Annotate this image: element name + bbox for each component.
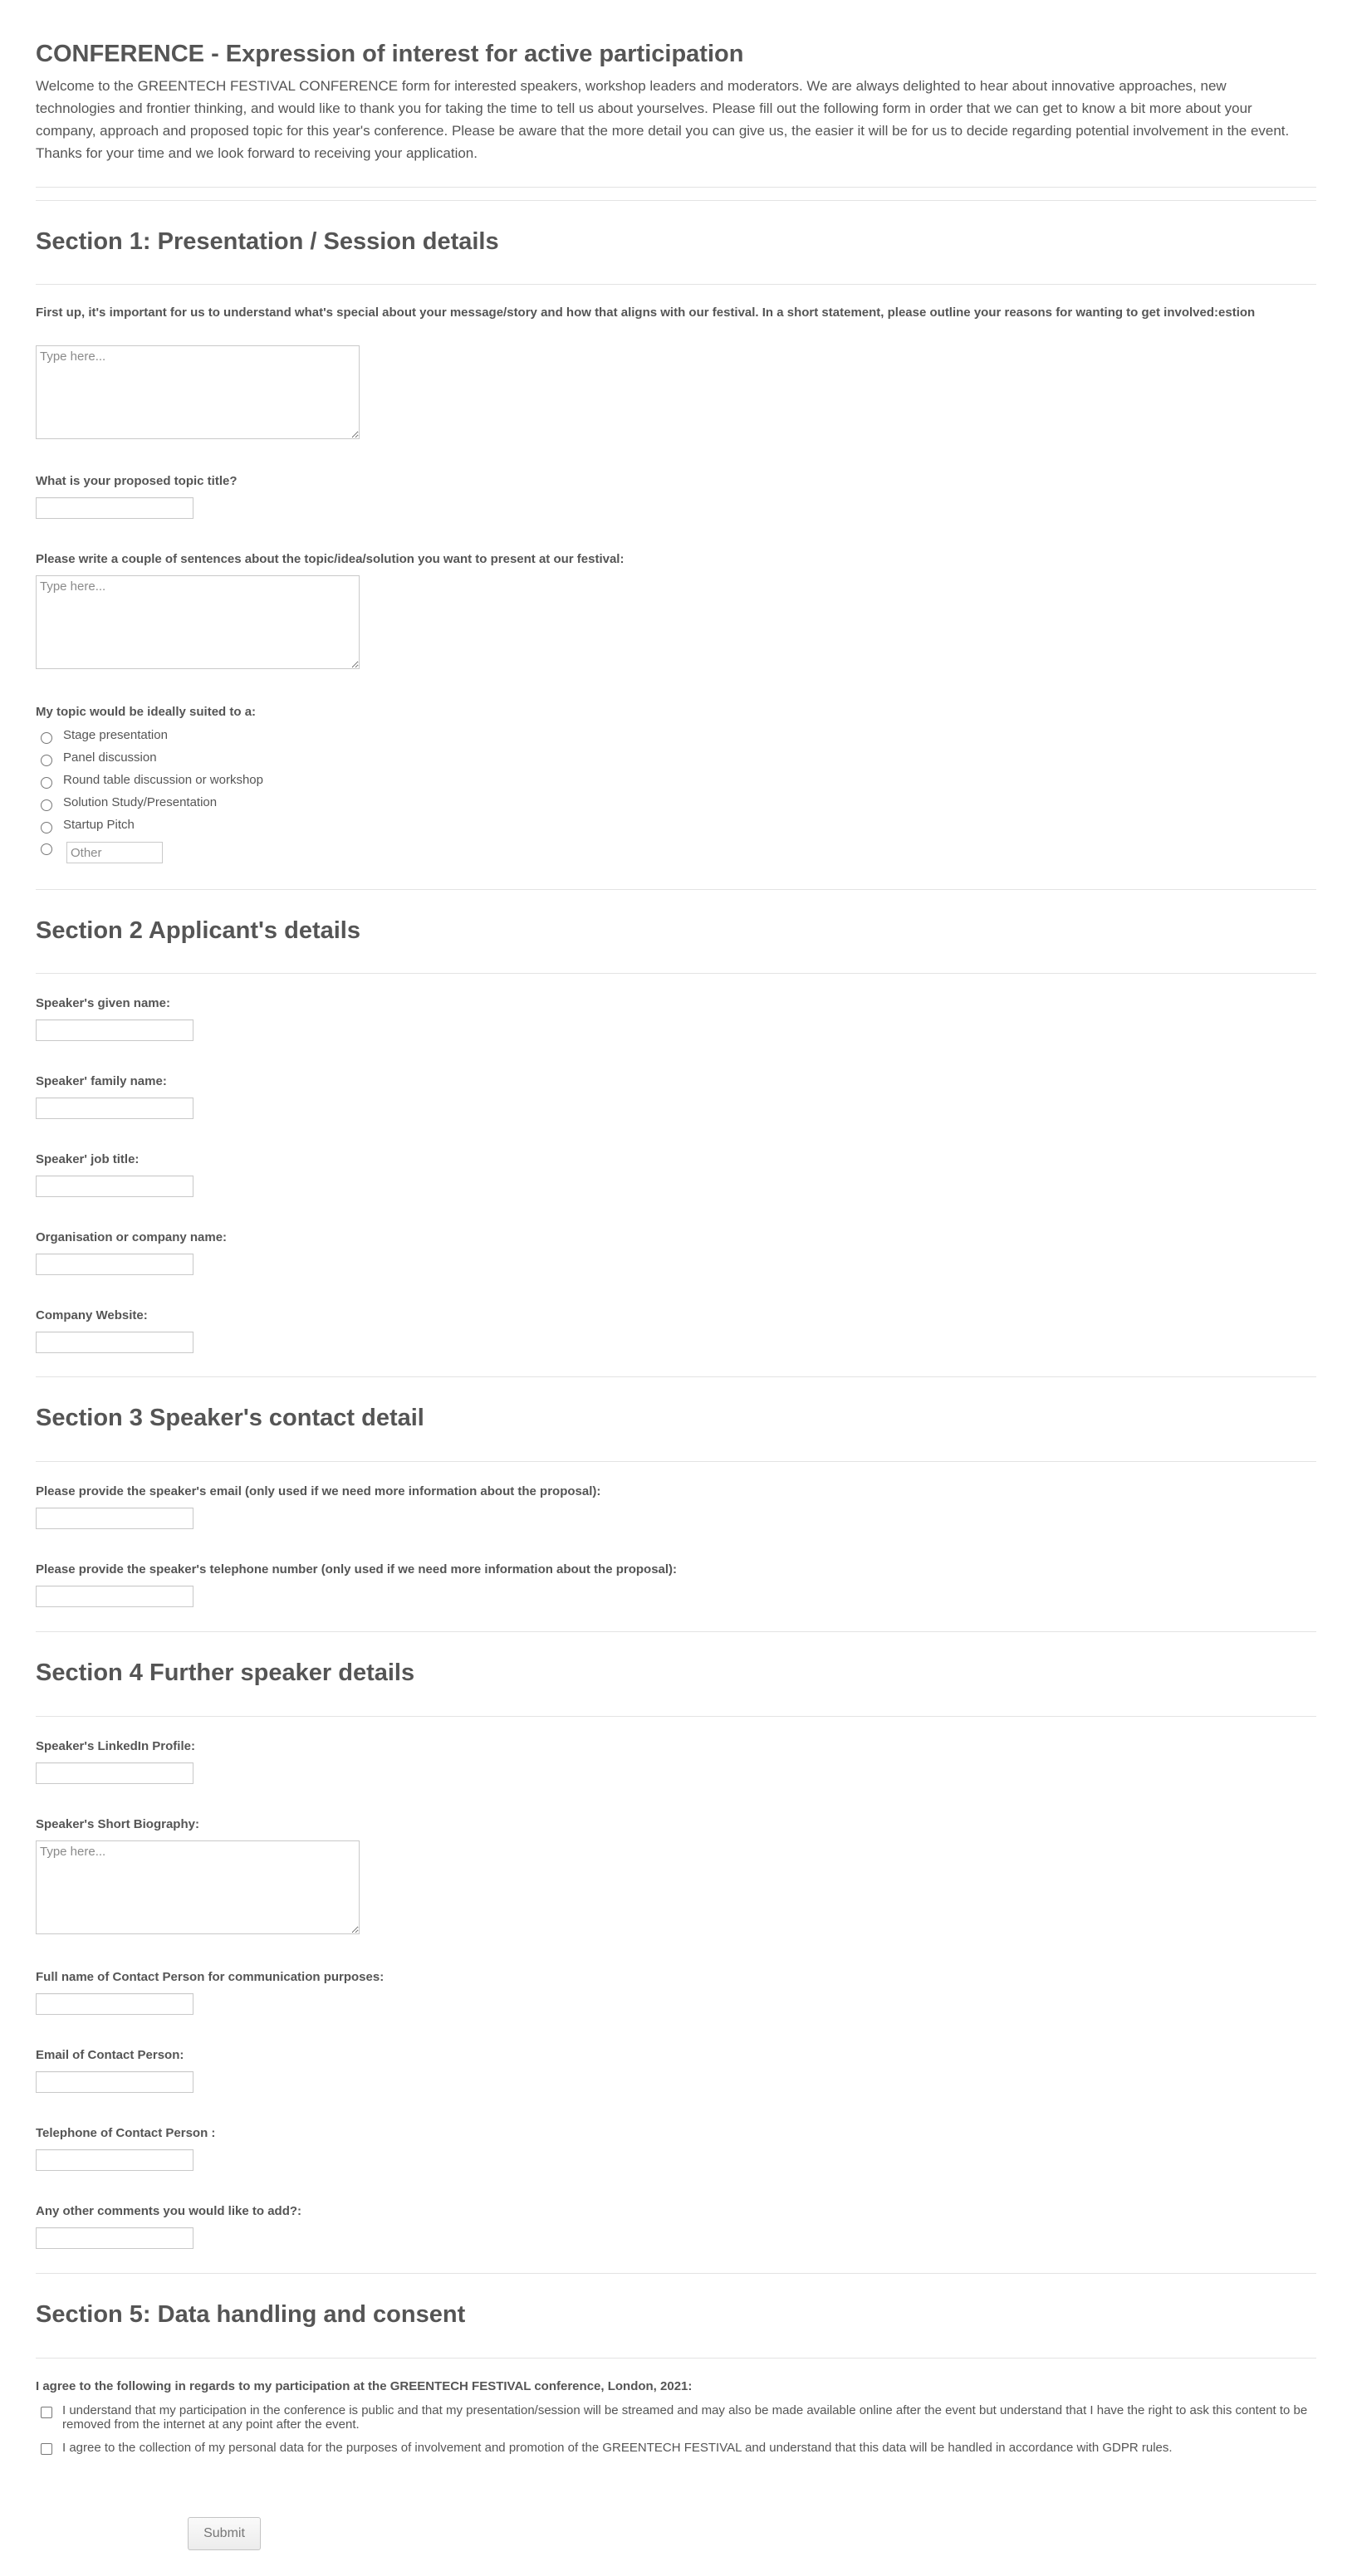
other-input[interactable] [66,842,163,863]
reasons-textarea[interactable] [36,345,360,439]
radio-panel-discussion[interactable] [41,755,52,766]
divider [36,889,1316,890]
topic-title-label: What is your proposed topic title? [36,474,238,488]
website-input[interactable] [36,1332,193,1353]
divider [36,187,1316,188]
org-name-label: Organisation or company name: [36,1230,228,1244]
radio-solution-study[interactable] [41,799,52,811]
option-label: Panel discussion [63,750,157,765]
contact-name-input[interactable] [36,1993,193,2015]
given-name-label: Speaker's given name: [36,996,170,1010]
section1-heading: Section 1: Presentation / Session details [36,228,499,255]
bio-label: Speaker's Short Biography: [36,1817,199,1831]
radio-other[interactable] [41,843,52,855]
section4-heading: Section 4 Further speaker details [36,1659,415,1686]
job-title-label: Speaker' job title: [36,1152,140,1166]
section5-heading: Section 5: Data handling and consent [36,2301,466,2328]
divider [36,1631,1316,1632]
speaker-email-label: Please provide the speaker's email (only used if we need more information about the proposal): [36,1484,601,1498]
linkedin-input[interactable] [36,1762,193,1784]
option-label: Round table discussion or workshop [63,773,263,787]
divider [36,200,1316,201]
option-label: Stage presentation [63,728,168,742]
org-name-input[interactable] [36,1254,193,1275]
contact-email-input[interactable] [36,2071,193,2093]
option-label: Solution Study/Presentation [63,795,218,809]
family-name-label: Speaker' family name: [36,1074,167,1088]
radio-stage-presentation[interactable] [41,732,52,744]
divider [36,1461,1316,1462]
section3-heading: Section 3 Speaker's contact detail [36,1405,424,1431]
consent-streaming-text: I understand that my participation in the conference is public and that my presentation/session will be streamed and may also be made available online after the event but understand that I have the right to ask this content to be removed from the internet at any point after the event. [62,2403,1308,2432]
reasons-label: First up, it's important for us to understand what's special about your message/story and how that aligns with our festival. In a short statement, please outline your reasons for wanting to get involved:estion [36,306,1256,320]
agree-label: I agree to the following in regards to my participation at the GREENTECH FESTIVAL conference, London, 2021: [36,2379,693,2393]
divider [36,1716,1316,1717]
topic-title-input[interactable] [36,497,193,519]
radio-startup-pitch[interactable] [41,822,52,833]
section2-heading: Section 2 Applicant's details [36,917,360,944]
website-label: Company Website: [36,1308,148,1322]
given-name-input[interactable] [36,1019,193,1041]
divider [36,973,1316,974]
divider [36,1376,1316,1377]
contact-phone-input[interactable] [36,2149,193,2171]
option-label: Startup Pitch [63,818,135,832]
topic-description-textarea[interactable] [36,575,360,669]
linkedin-label: Speaker's LinkedIn Profile: [36,1739,195,1753]
job-title-input[interactable] [36,1176,193,1197]
consent-streaming-checkbox[interactable] [41,2407,52,2418]
speaker-phone-input[interactable] [36,1586,193,1607]
divider [36,2273,1316,2274]
radio-round-table[interactable] [41,777,52,789]
suited-label: My topic would be ideally suited to a: [36,705,257,719]
submit-button[interactable]: Submit [188,2517,261,2550]
form-title: CONFERENCE - Expression of interest for active participation [36,41,744,67]
contact-phone-label: Telephone of Contact Person : [36,2126,216,2140]
form-intro: Welcome to the GREENTECH FESTIVAL CONFERENCE form for interested speakers, workshop leaders and moderators. We are always delighted to hear about innovative approaches, new technologies and frontier thinking, and would like to thank you for taking the time to tell us about yourselves. Please fill out the following form in order that we can get to know a bit more about your company, approach and proposed topic for this year's conference. Please be aware that the more detail you can give us, the easier it will be for us to decide regarding potential involvement in the event. Thanks for your time and we look forward to receiving your application. [36,78,1290,161]
speaker-email-input[interactable] [36,1508,193,1529]
contact-email-label: Email of Contact Person: [36,2048,184,2062]
comments-input[interactable] [36,2227,193,2249]
contact-name-label: Full name of Contact Person for communication purposes: [36,1970,385,1984]
comments-label: Any other comments you would like to add?: [36,2204,302,2218]
divider [36,284,1316,285]
bio-textarea[interactable] [36,1840,360,1934]
consent-gdpr-checkbox[interactable] [41,2443,52,2455]
family-name-input[interactable] [36,1097,193,1119]
consent-gdpr-text: I agree to the collection of my personal data for the purposes of involvement and promotion of the GREENTECH FESTIVAL and understand that this data will be handled in accordance with GDPR rules. [62,2441,1173,2455]
speaker-phone-label: Please provide the speaker's telephone number (only used if we need more information about the proposal): [36,1562,678,1576]
topic-description-label: Please write a couple of sentences about the topic/idea/solution you want to present at our festival: [36,552,625,566]
